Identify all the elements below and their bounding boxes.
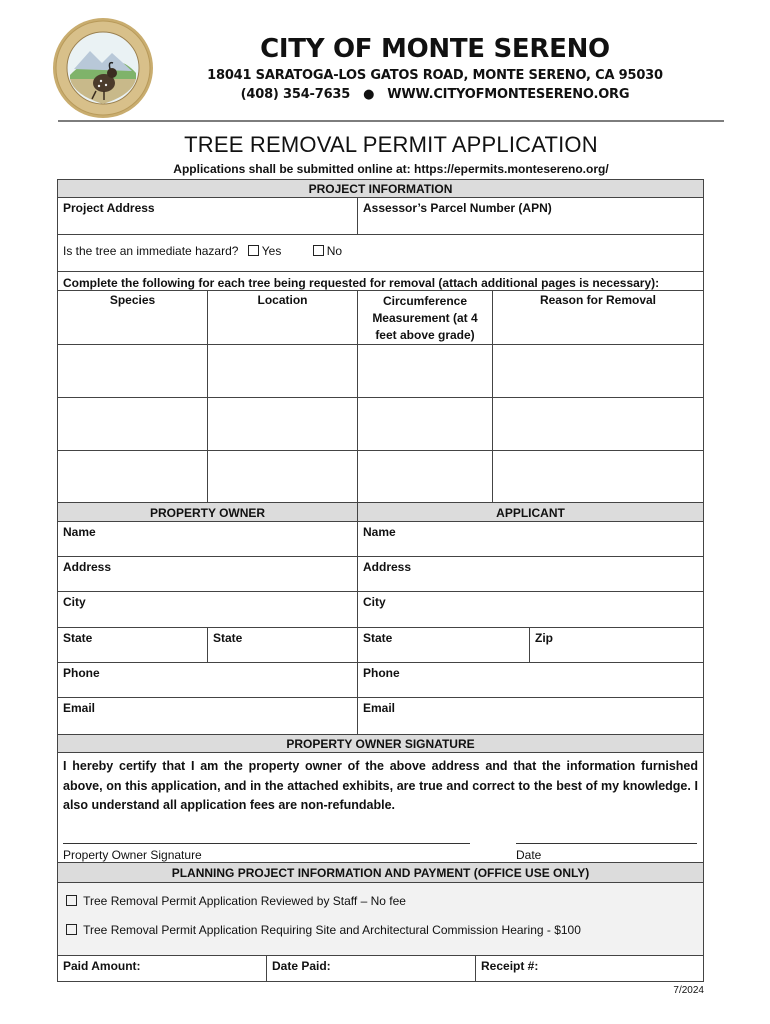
city-seal-logo xyxy=(52,17,154,119)
applicant-state-label: State xyxy=(363,631,393,645)
owner-address-field[interactable] xyxy=(57,556,358,592)
tree-row-3-location[interactable] xyxy=(207,450,358,503)
circumference-column-header: Circumference Measurement (at 4 feet above grade) xyxy=(357,290,493,345)
commission-hearing-checkbox[interactable] xyxy=(66,924,77,935)
applicant-phone-field[interactable] xyxy=(357,662,704,698)
applicant-phone-label: Phone xyxy=(363,666,400,680)
tree-row-1-location[interactable] xyxy=(207,344,358,398)
property-owner-heading: PROPERTY OWNER xyxy=(57,502,358,522)
no-checkbox[interactable] xyxy=(313,245,324,256)
applicant-email-label: Email xyxy=(363,701,396,715)
hazard-no-option[interactable] xyxy=(313,244,342,258)
applicant-address-label: Address xyxy=(363,560,412,574)
staff-review-label: Tree Removal Permit Application Reviewed by Staff – No fee xyxy=(83,894,406,908)
hazard-no-label: No xyxy=(326,244,343,258)
commission-hearing-option[interactable] xyxy=(66,923,581,937)
revision-date: 7/2024 xyxy=(673,985,704,996)
location-column-header: Location xyxy=(207,290,358,345)
owner-name-label: Name xyxy=(63,525,96,539)
tree-row-3-reason[interactable] xyxy=(492,450,704,503)
owner-address-label: Address xyxy=(63,560,112,574)
tree-row-1-species[interactable] xyxy=(57,344,208,398)
certification-statement: I hereby certify that I am the property owner of the above address and that the information furnished above, on this application, and in the attached exhibits, are true and correct to the best of my knowledge. I also understand all application fees are non-refundable. xyxy=(63,759,698,812)
date-paid-field[interactable] xyxy=(266,955,476,982)
owner-state-field[interactable] xyxy=(57,627,208,663)
owner-state-field-2[interactable] xyxy=(207,627,358,663)
applicant-city-field[interactable] xyxy=(357,591,704,628)
owner-name-field[interactable] xyxy=(57,521,358,557)
bullet-separator: ● xyxy=(363,87,375,102)
signature-label: Property Owner Signature xyxy=(63,848,202,862)
submission-note: Applications shall be submitted online at: https://epermits.montesereno.org/ xyxy=(173,162,609,176)
tree-row-2-species[interactable] xyxy=(57,397,208,451)
hazard-yes-label: Yes xyxy=(261,244,282,258)
signature-block xyxy=(57,752,704,863)
receipt-label: Receipt #: xyxy=(481,959,539,973)
form-title: TREE REMOVAL PERMIT APPLICATION xyxy=(184,132,598,157)
applicant-city-label: City xyxy=(363,595,386,609)
tree-row-2-reason[interactable] xyxy=(492,397,704,451)
receipt-field[interactable] xyxy=(475,955,704,982)
hazard-question: Is the tree an immediate hazard? xyxy=(63,244,239,258)
city-name-heading: CITY OF MONTE SERENO xyxy=(260,34,610,64)
apn-label: Assessor’s Parcel Number (APN) xyxy=(363,201,552,215)
applicant-address-field[interactable] xyxy=(357,556,704,592)
owner-city-label: City xyxy=(63,595,86,609)
project-address-label: Project Address xyxy=(63,201,155,215)
yes-checkbox[interactable] xyxy=(248,245,259,256)
signature-heading: PROPERTY OWNER SIGNATURE xyxy=(57,734,704,753)
header-divider xyxy=(58,120,724,122)
date-label: Date xyxy=(516,848,542,862)
owner-city-field[interactable] xyxy=(57,591,358,628)
date-line[interactable] xyxy=(516,843,697,844)
commission-hearing-label: Tree Removal Permit Application Requiring Site and Architectural Commission Hearing - $100 xyxy=(83,923,581,937)
owner-phone-label: Phone xyxy=(63,666,100,680)
reason-column-header: Reason for Removal xyxy=(492,290,704,345)
office-use-heading: PLANNING PROJECT INFORMATION AND PAYMENT (OFFICE USE ONLY) xyxy=(57,862,704,883)
paid-amount-field[interactable] xyxy=(57,955,267,982)
hazard-yes-option[interactable] xyxy=(248,244,282,258)
tree-row-2-circumference[interactable] xyxy=(357,397,493,451)
apn-field[interactable] xyxy=(357,197,704,235)
applicant-zip-label: Zip xyxy=(535,631,553,645)
owner-email-label: Email xyxy=(63,701,96,715)
applicant-email-field[interactable] xyxy=(357,697,704,735)
tree-row-1-circumference[interactable] xyxy=(357,344,493,398)
paid-amount-label: Paid Amount: xyxy=(63,959,141,973)
date-paid-label: Date Paid: xyxy=(272,959,331,973)
tree-row-3-circumference[interactable] xyxy=(357,450,493,503)
project-address-field[interactable] xyxy=(57,197,358,235)
hazard-row xyxy=(57,234,704,272)
owner-email-field[interactable] xyxy=(57,697,358,735)
trees-instruction: Complete the following for each tree being requested for removal (attach additional pages is necessary): xyxy=(57,271,704,291)
project-info-heading: PROJECT INFORMATION xyxy=(57,179,704,198)
city-phone: (408) 354-7635 xyxy=(240,87,351,102)
office-options-block xyxy=(57,882,704,956)
tree-row-1-reason[interactable] xyxy=(492,344,704,398)
species-column-header: Species xyxy=(57,290,208,345)
applicant-state-field[interactable] xyxy=(357,627,530,663)
owner-state-label-2: State xyxy=(213,631,243,645)
city-contact-line xyxy=(200,87,670,102)
tree-row-3-species[interactable] xyxy=(57,450,208,503)
city-website-link[interactable]: WWW.CITYOFMONTESERENO.ORG xyxy=(387,87,630,102)
signature-line[interactable] xyxy=(63,843,470,844)
tree-row-2-location[interactable] xyxy=(207,397,358,451)
staff-review-checkbox[interactable] xyxy=(66,895,77,906)
owner-state-label: State xyxy=(63,631,93,645)
city-address: 18041 SARATOGA-LOS GATOS ROAD, MONTE SERENO, CA 95030 xyxy=(207,68,663,83)
owner-phone-field[interactable] xyxy=(57,662,358,698)
applicant-name-label: Name xyxy=(363,525,396,539)
applicant-name-field[interactable] xyxy=(357,521,704,557)
staff-review-option[interactable] xyxy=(66,894,406,908)
applicant-zip-field[interactable] xyxy=(529,627,704,663)
applicant-heading: APPLICANT xyxy=(357,502,704,522)
